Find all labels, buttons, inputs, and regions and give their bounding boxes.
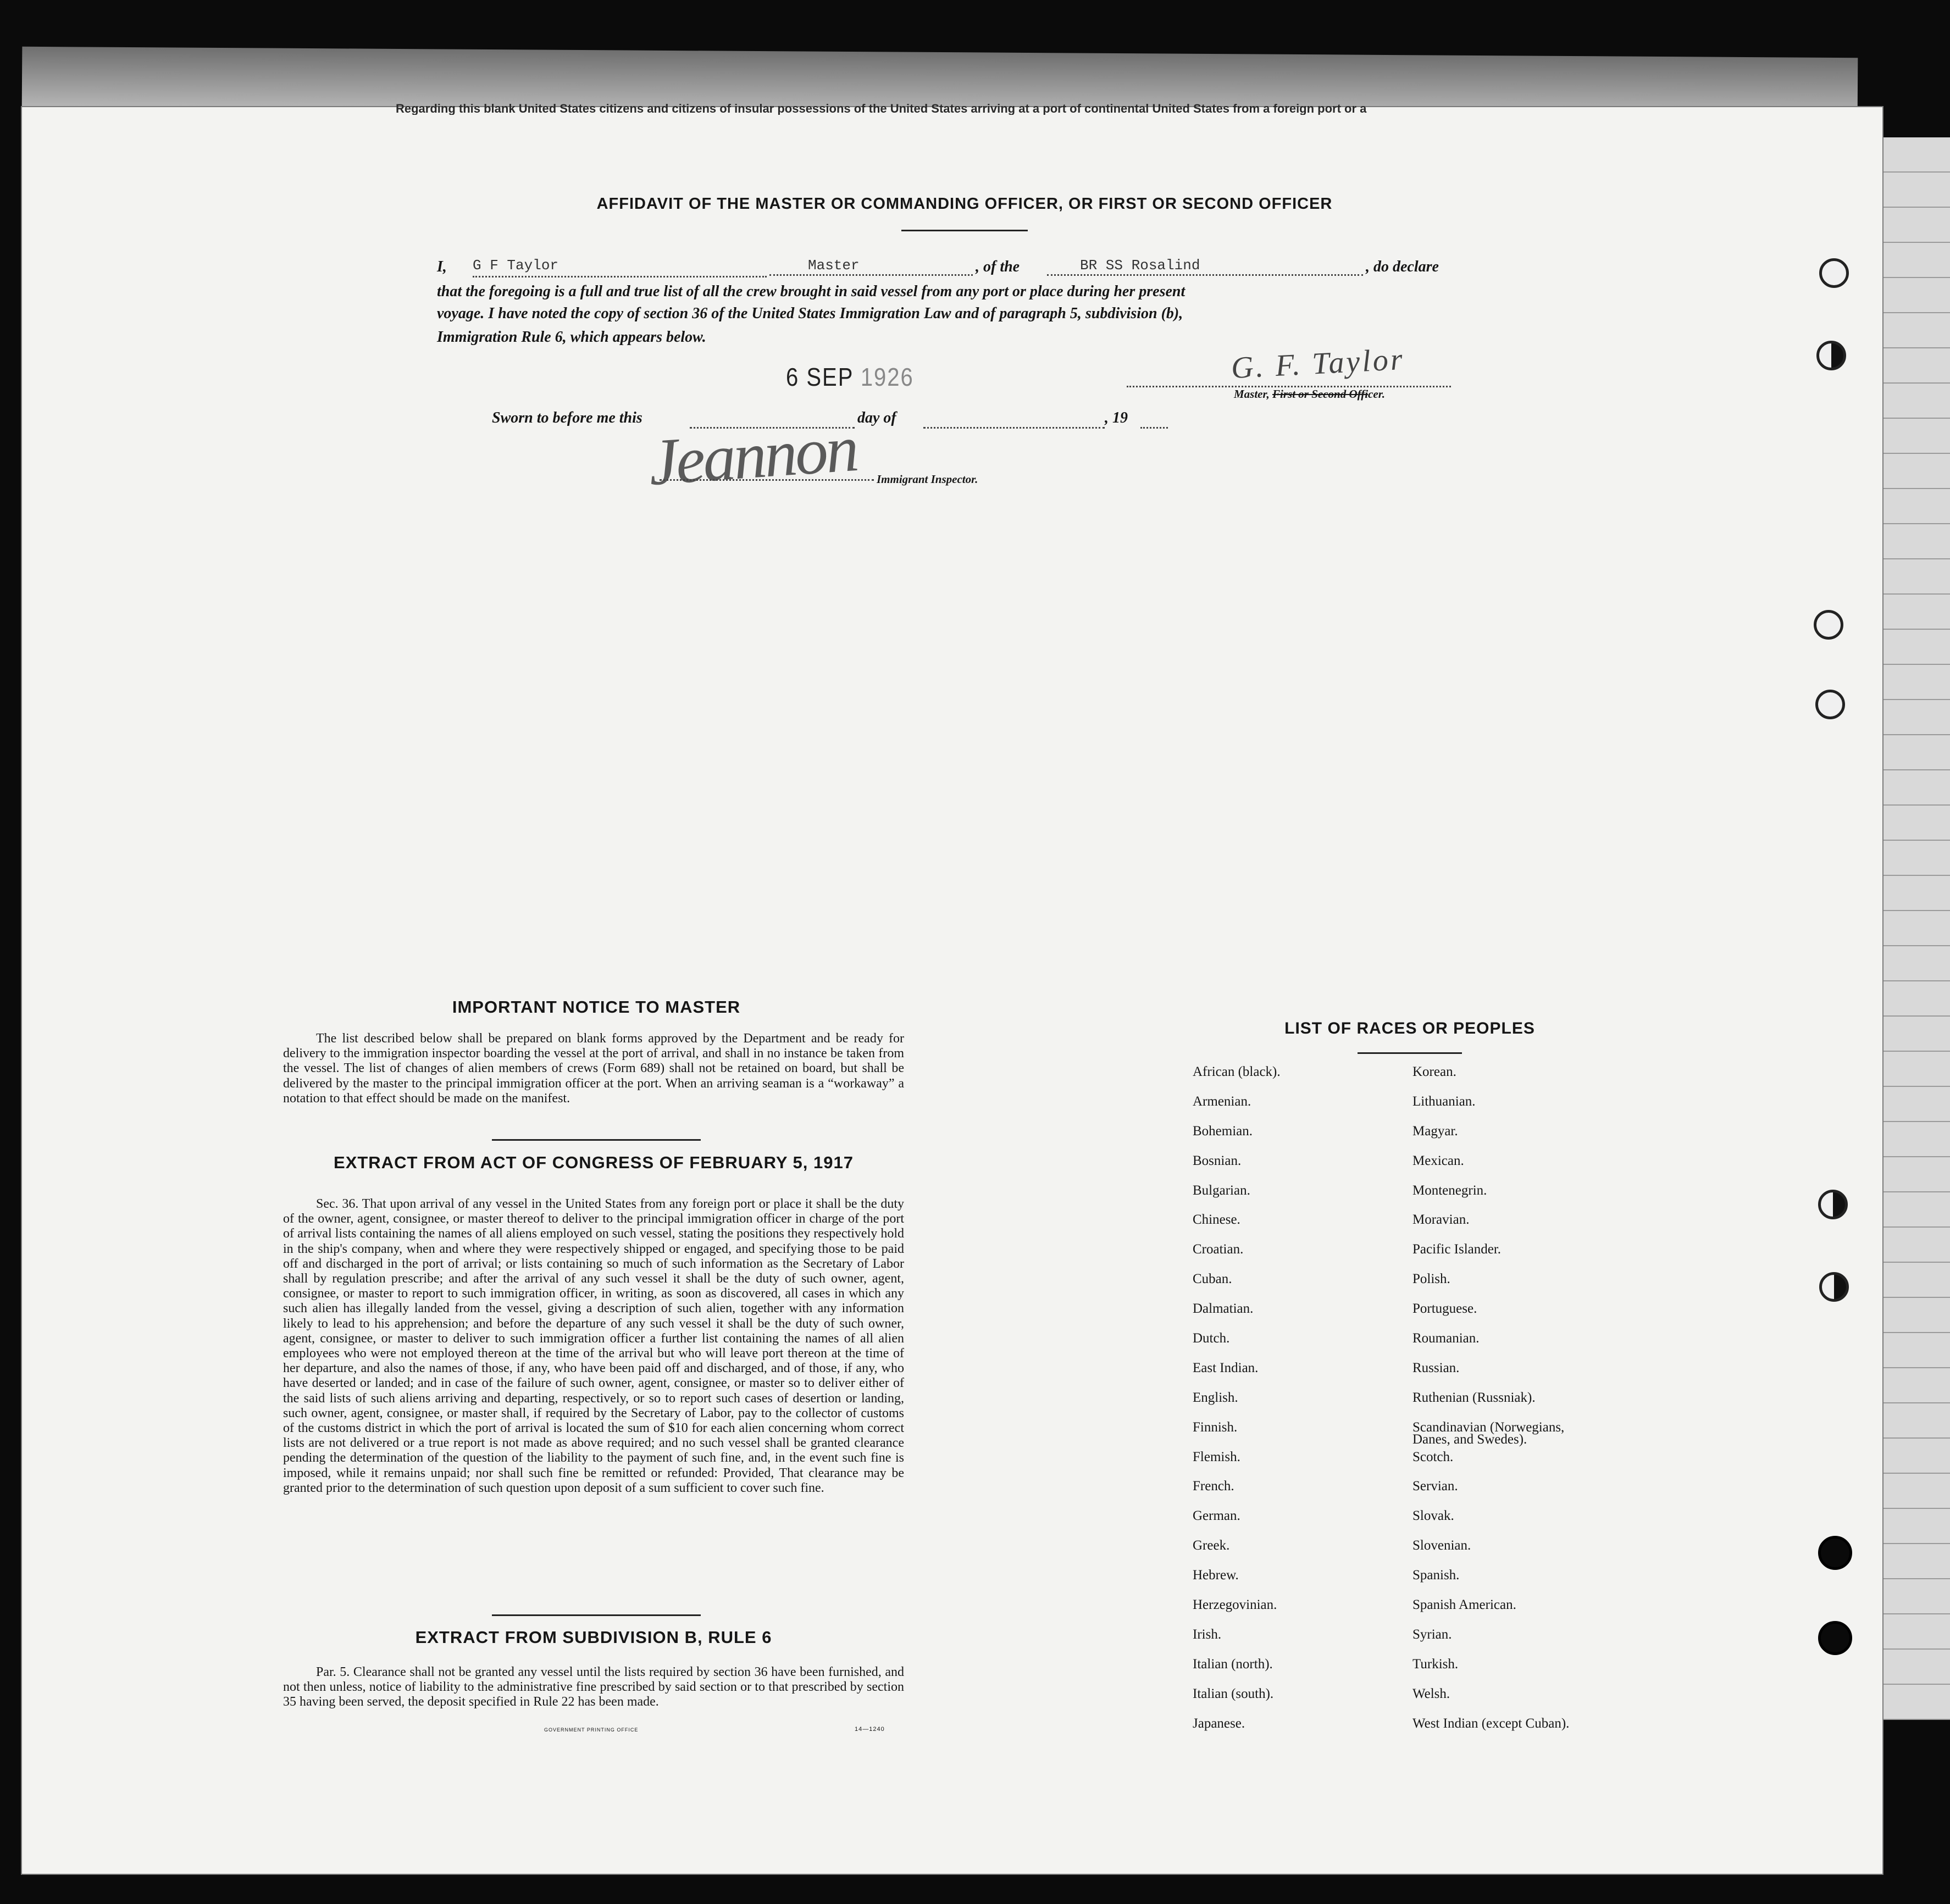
extract-act-body: Sec. 36. That upon arrival of any vessel in the United States from any foreign port or place it shall be the duty of the owner, agent, consignee, or master thereof to deliver to the principal immigration officer in charge of the port of arrival lists containing the names of all aliens employed on such vessel, stating the positions they respectively hold in the ship's company, when and where they were respectively shipped or engaged, and specifying those to be paid off and discharged in the port of arrival; or lists containing so much of such information as the Secretary of Labor shall by regulation prescribe; and after the arrival of any such vessel it shall be the duty of such owner, agent, consignee, or master to report to such immigration officer, in writing, as soon as discovered, all cases in which any such alien has illegally landed from the vessel, giving a description of such alien, together with any information likely to lead to his apprehension; and before the departure of any such vessel it shall be the duty of such owner, agent, consignee, or master to deliver to such immigration officer a further list containing the names of all alien employees who were not employed thereon at the time of the arrival but who will leave port thereon at the time of her departure, and also the names of those, if any, who have been paid off and discharged, and of those, if any, who have deserted or landed; and in case of the failure of such owner, agent, consignee, or master so to deliver either of the said lists of such aliens arriving and departing, respectively, or so to report such cases of desertion or landing, such owner, agent, consignee, or master shall, if required by the Secretary of Labor, pay to the collector of customs of the customs district in which the port of arrival is located the sum of $10 for each alien concerning whom correct lists are not delivered or a true report is not made as above required; and no such vessel shall be granted clearance pending the determination of the question of the liability to the payment of such fine, and, in the event such fine is imposed, while it remains unpaid; nor shall such fine be remitted or refunded: Provided, That clearance may be granted prior to the determination of such question upon deposit of a sum sufficient to cover such fine. <box>283 1197 904 1495</box>
race-item: Chinese. <box>1193 1212 1240 1228</box>
affidavit-title: AFFIDAVIT OF THE MASTER OR COMMANDING OFFICER, OR FIRST OR SECOND OFFICER <box>596 195 1333 213</box>
race-item: Slovenian. <box>1412 1538 1471 1553</box>
binder-hole-icon <box>1818 1536 1852 1570</box>
vessel-field: BR SS Rosalind <box>1047 257 1363 276</box>
affidavit-line-2: that the foregoing is a full and true list of all the crew brought in said vessel from any port or place during her present <box>437 283 1185 300</box>
extract-rule-title: EXTRACT FROM SUBDIVISION B, RULE 6 <box>415 1628 772 1647</box>
races-title: LIST OF RACES OR PEOPLES <box>1284 1019 1535 1037</box>
race-item: Bohemian. <box>1193 1123 1253 1139</box>
binder-hole-icon <box>1814 610 1843 640</box>
divider <box>1358 1052 1462 1054</box>
race-item: Welsh. <box>1412 1686 1450 1701</box>
race-item: Hebrew. <box>1193 1568 1239 1583</box>
race-item: Armenian. <box>1193 1093 1251 1109</box>
divider <box>492 1139 701 1141</box>
extract-act-title: EXTRACT FROM ACT OF CONGRESS OF FEBRUARY 5, 1917 <box>334 1153 854 1172</box>
race-item: Polish. <box>1412 1272 1450 1287</box>
year-prefix: , 19 <box>1105 409 1128 426</box>
race-item: African (black). <box>1193 1064 1281 1079</box>
race-item: Russian. <box>1412 1360 1460 1375</box>
divider <box>492 1614 701 1616</box>
race-item: Dalmatian. <box>1193 1301 1254 1317</box>
affidavit-prefix: I, <box>437 258 447 275</box>
form-number: 14—1240 <box>855 1726 885 1733</box>
race-item: Cuban. <box>1193 1272 1232 1287</box>
month-line <box>923 426 1105 429</box>
race-item: Italian (north). <box>1193 1656 1273 1672</box>
race-item: German. <box>1193 1508 1240 1524</box>
binder-hole-icon <box>1815 690 1845 719</box>
race-item: English. <box>1193 1390 1238 1405</box>
master-signature: G. F. Taylor <box>1230 342 1406 386</box>
races-list <box>1193 1066 1632 1747</box>
race-item: Turkish. <box>1412 1656 1459 1672</box>
inspector-line <box>660 478 874 481</box>
race-item: Lithuanian. <box>1412 1093 1476 1109</box>
year-line <box>1140 426 1168 429</box>
extract-rule-body: Par. 5. Clearance shall not be granted any vessel until the lists required by section 36 have been furnished, and not then unless, notice of liability to the administrative fine prescribed by said section or to that prescribed by section 35 having been served, the deposit specified in Rule 22 has been made. <box>283 1665 904 1709</box>
master-caption: Master, First or Second Officer. <box>1234 387 1385 401</box>
inspector-caption: Immigrant Inspector. <box>877 473 978 486</box>
race-item: French. <box>1193 1479 1234 1494</box>
race-item: Moravian. <box>1412 1212 1470 1228</box>
race-item: Croatian. <box>1193 1242 1244 1257</box>
race-item: Dutch. <box>1193 1331 1230 1346</box>
notice-body: The list described below shall be prepared on blank forms approved by the Department and be ready for delivery to the immigration inspector boarding the vessel at the port of arrival, and shall in no instance be taken from the vessel. The list of changes of alien members of crews (Form 689) shall not be retained on board, but shall be delivered by the master to the principal immigration officer at the port. When an arriving seaman is a “workaway” a notation to that effect should be made on the manifest. <box>283 1031 904 1106</box>
affidavit-line-4: Immigration Rule 6, which appears below. <box>437 329 706 346</box>
rank-field: Master <box>769 257 973 276</box>
binder-hole-icon <box>1819 1272 1849 1302</box>
race-item: Portuguese. <box>1412 1301 1477 1317</box>
race-item: Spanish. <box>1412 1568 1460 1583</box>
master-name-field: G F Taylor <box>473 257 767 277</box>
race-item: Scotch. <box>1412 1449 1454 1464</box>
of-the-label: , of the <box>976 258 1020 275</box>
divider <box>901 230 1028 231</box>
race-item: Flemish. <box>1193 1449 1240 1464</box>
race-item: Bosnian. <box>1193 1153 1242 1168</box>
race-item: Italian (south). <box>1193 1686 1274 1701</box>
race-item: Pacific Islander. <box>1412 1242 1502 1257</box>
binder-hole-icon <box>1818 1621 1852 1655</box>
race-item: Montenegrin. <box>1412 1183 1487 1198</box>
race-item: Magyar. <box>1412 1123 1458 1139</box>
race-item: Spanish American. <box>1412 1597 1516 1613</box>
race-item: Servian. <box>1412 1479 1458 1494</box>
day-of-label: day of <box>857 409 896 426</box>
race-item: Mexican. <box>1412 1153 1464 1168</box>
binder-hole-icon <box>1818 1190 1848 1219</box>
notice-title: IMPORTANT NOTICE TO MASTER <box>452 997 741 1017</box>
race-item: Slovak. <box>1412 1508 1454 1524</box>
sworn-prefix: Sworn to before me this <box>492 409 642 426</box>
stamp-year: 1926 <box>860 363 914 392</box>
binder-hole-icon <box>1816 341 1846 370</box>
binder-hole-icon <box>1819 258 1849 288</box>
printing-office-mark: GOVERNMENT PRINTING OFFICE <box>544 1727 639 1733</box>
race-item: Scandinavian (Norwegians, Danes, and Swedes). <box>1412 1419 1565 1447</box>
race-item: Korean. <box>1412 1064 1456 1079</box>
do-declare-label: , do declare <box>1366 258 1439 275</box>
race-item: West Indian (except Cuban). <box>1412 1716 1570 1731</box>
race-item: Roumanian. <box>1412 1331 1480 1346</box>
race-item: Japanese. <box>1193 1716 1245 1731</box>
race-item: Greek. <box>1193 1538 1230 1553</box>
race-item: East Indian. <box>1193 1360 1259 1375</box>
affidavit-line-3: voyage. I have noted the copy of section 36 of the United States Immigration Law and of paragraph 5, subdivision (b), <box>437 305 1183 322</box>
strip-header-text: Regarding this blank United States citizens and citizens of insular possessions of the United States arriving at a port of continental United States from a foreign port or a <box>396 102 1367 115</box>
race-item: Ruthenian (Russniak). <box>1412 1390 1536 1405</box>
stamp-date: 6 SEP <box>786 363 854 392</box>
inspector-signature: Jeannon <box>646 411 859 499</box>
race-item: Syrian. <box>1412 1627 1452 1642</box>
race-item: Bulgarian. <box>1193 1183 1250 1198</box>
race-item: Herzegovinian. <box>1193 1597 1277 1613</box>
race-item: Irish. <box>1193 1627 1222 1642</box>
date-stamp <box>786 364 914 392</box>
race-item: Finnish. <box>1193 1419 1238 1435</box>
affidavit-line-1 <box>437 258 447 276</box>
